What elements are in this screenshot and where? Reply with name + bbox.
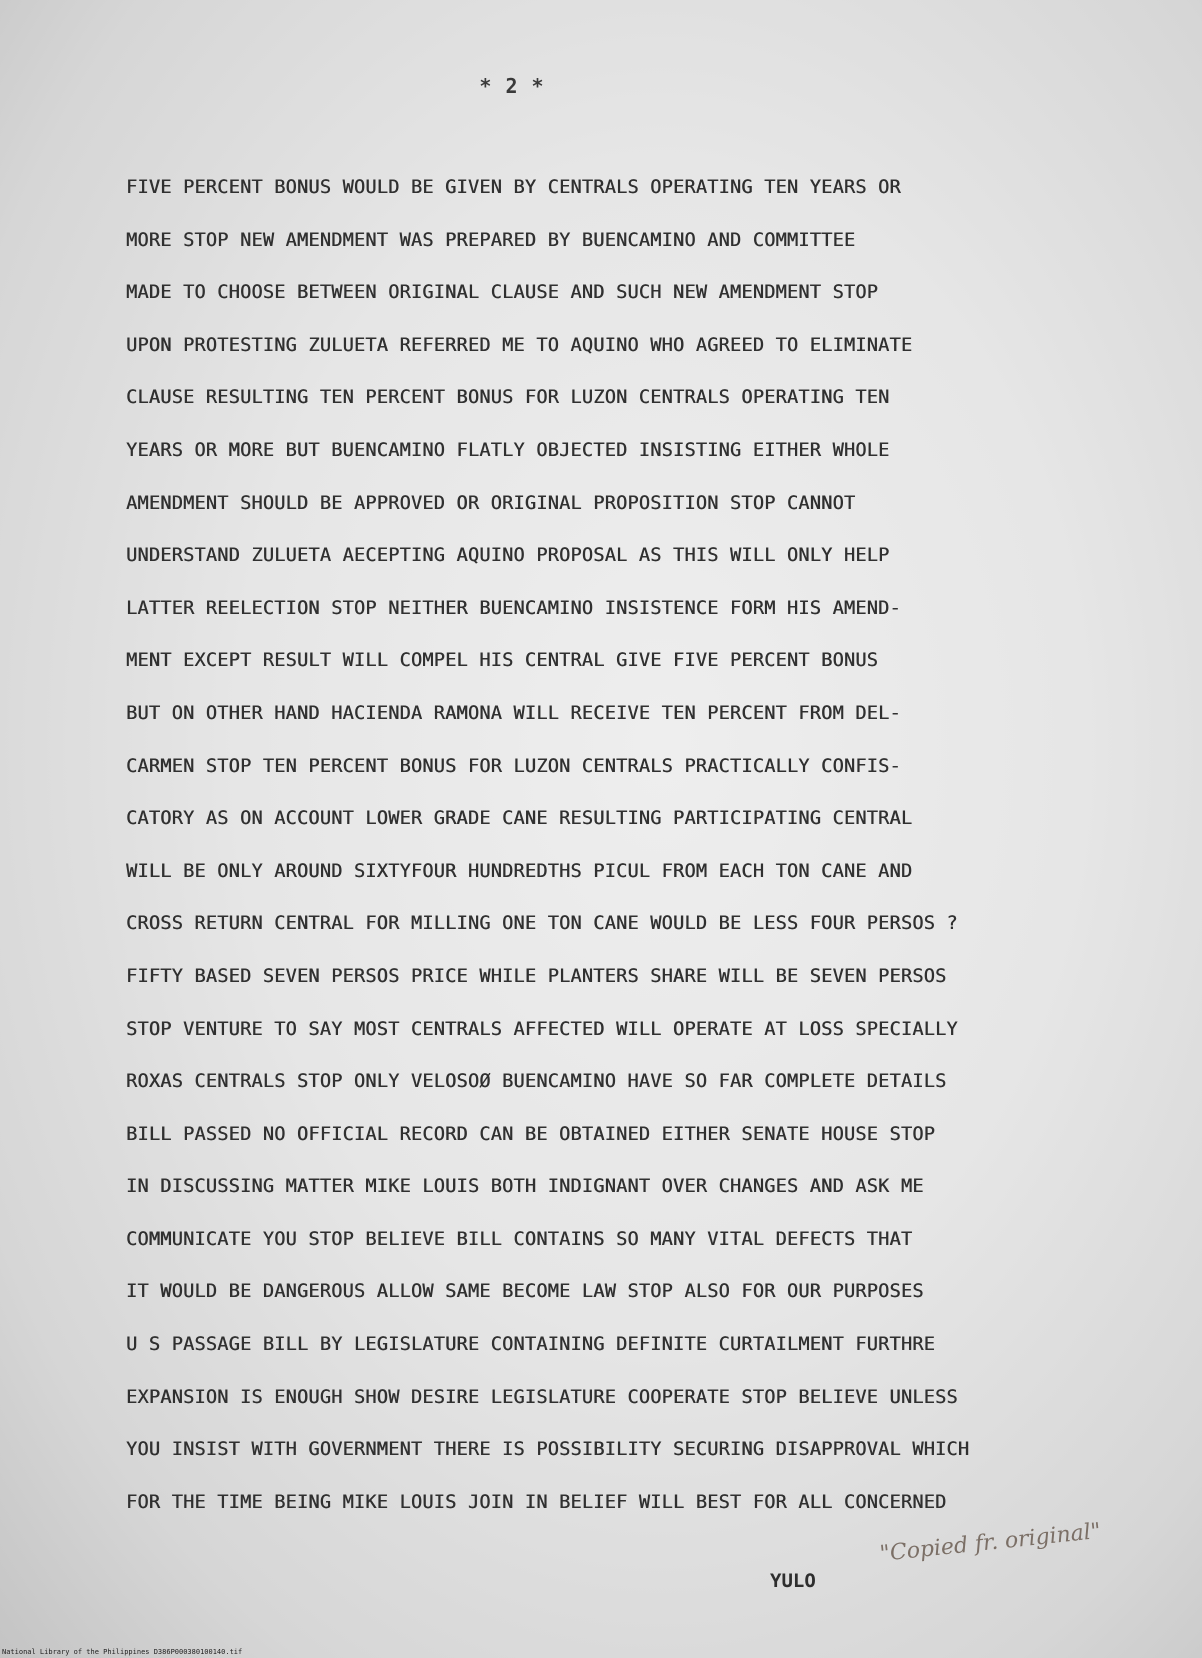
body-line: COMMUNICATE YOU STOP BELIEVE BILL CONTAINS SO MANY VITAL DEFECTS THAT: [126, 1228, 913, 1250]
body-line: CLAUSE RESULTING TEN PERCENT BONUS FOR LUZON CENTRALS OPERATING TEN: [126, 387, 890, 409]
telegram-body: [126, 162, 1176, 1529]
body-line: STOP VENTURE TO SAY MOST CENTRALS AFFECTED WILL OPERATE AT LOSS SPECIALLY: [126, 1018, 958, 1040]
body-line: U S PASSAGE BILL BY LEGISLATURE CONTAINING DEFINITE CURTAILMENT FURTHRE: [126, 1334, 936, 1356]
body-line: YOU INSIST WITH GOVERNMENT THERE IS POSSIBILITY SECURING DISAPPROVAL WHICH: [126, 1439, 970, 1461]
body-line: MORE STOP NEW AMENDMENT WAS PREPARED BY BUENCAMINO AND COMMITTEE: [126, 229, 856, 251]
page-number: * 2 *: [479, 74, 545, 98]
body-line: CROSS RETURN CENTRAL FOR MILLING ONE TON CANE WOULD BE LESS FOUR PERSOS ?: [126, 913, 958, 935]
body-line: MADE TO CHOOSE BETWEEN ORIGINAL CLAUSE AND SUCH NEW AMENDMENT STOP: [126, 282, 879, 304]
body-line: IN DISCUSSING MATTER MIKE LOUIS BOTH INDIGNANT OVER CHANGES AND ASK ME: [126, 1176, 924, 1198]
signature: YULO: [770, 1570, 816, 1592]
archive-footer: National Library of the Philippines D386P000380100140.tif: [2, 1648, 243, 1656]
body-line: CATORY AS ON ACCOUNT LOWER GRADE CANE RESULTING PARTICIPATING CENTRAL: [126, 808, 913, 830]
body-line: AMENDMENT SHOULD BE APPROVED OR ORIGINAL PROPOSITION STOP CANNOT: [126, 492, 856, 514]
body-line: WILL BE ONLY AROUND SIXTYFOUR HUNDREDTHS PICUL FROM EACH TON CANE AND: [126, 860, 913, 882]
body-line: CARMEN STOP TEN PERCENT BONUS FOR LUZON CENTRALS PRACTICALLY CONFIS-: [126, 755, 901, 777]
body-line: FIVE PERCENT BONUS WOULD BE GIVEN BY CENTRALS OPERATING TEN YEARS OR: [126, 177, 901, 198]
body-line: FOR THE TIME BEING MIKE LOUIS JOIN IN BELIEF WILL BEST FOR ALL CONCERNED: [126, 1491, 947, 1513]
body-line: ROXAS CENTRALS STOP ONLY VELOSOØ BUENCAMINO HAVE SO FAR COMPLETE DETAILS: [126, 1071, 947, 1093]
body-line: YEARS OR MORE BUT BUENCAMINO FLATLY OBJECTED INSISTING EITHER WHOLE: [126, 439, 890, 461]
body-line: LATTER REELECTION STOP NEITHER BUENCAMINO INSISTENCE FORM HIS AMEND-: [126, 597, 901, 619]
body-line: EXPANSION IS ENOUGH SHOW DESIRE LEGISLATURE COOPERATE STOP BELIEVE UNLESS: [126, 1386, 958, 1408]
body-line: FIFTY BASED SEVEN PERSOS PRICE WHILE PLANTERS SHARE WILL BE SEVEN PERSOS: [126, 965, 947, 987]
handwritten-note: "Copied fr. original": [878, 1518, 1103, 1567]
body-line: UPON PROTESTING ZULUETA REFERRED ME TO AQUINO WHO AGREED TO ELIMINATE: [126, 334, 913, 356]
body-line: BUT ON OTHER HAND HACIENDA RAMONA WILL RECEIVE TEN PERCENT FROM DEL-: [126, 702, 901, 724]
body-line: UNDERSTAND ZULUETA AECEPTING AQUINO PROPOSAL AS THIS WILL ONLY HELP: [126, 545, 890, 567]
body-line: BILL PASSED NO OFFICIAL RECORD CAN BE OBTAINED EITHER SENATE HOUSE STOP: [126, 1123, 936, 1145]
body-line: MENT EXCEPT RESULT WILL COMPEL HIS CENTRAL GIVE FIVE PERCENT BONUS: [126, 650, 879, 672]
body-line: IT WOULD BE DANGEROUS ALLOW SAME BECOME LAW STOP ALSO FOR OUR PURPOSES: [126, 1281, 924, 1303]
